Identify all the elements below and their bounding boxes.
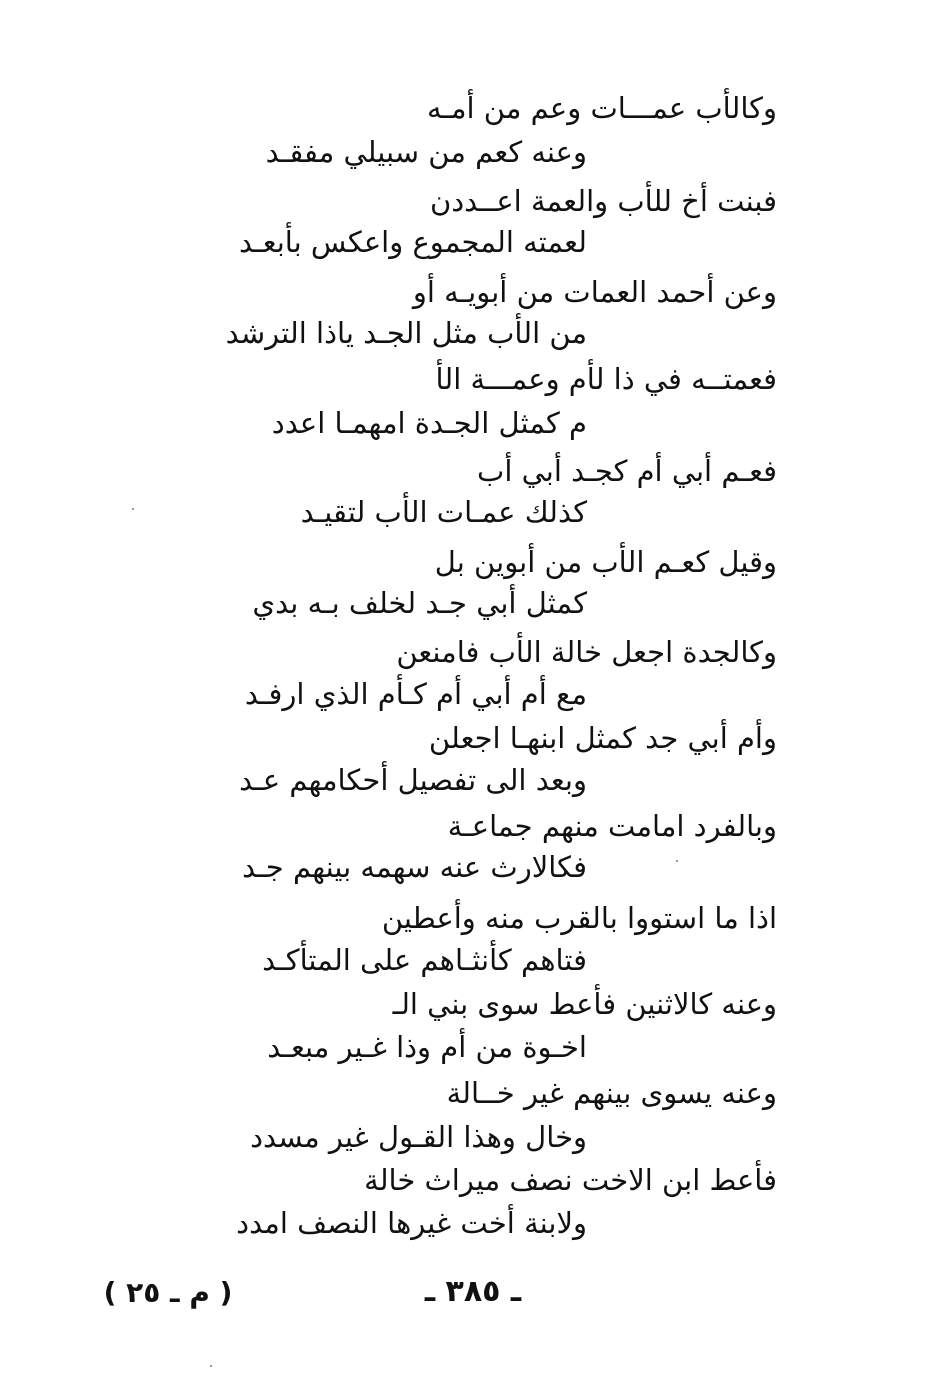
poem-line: وكالأب عمـــات وعم من أمـه <box>426 91 777 125</box>
poem-line: اخـوة من أم وذا غـير مبعـد <box>267 1030 587 1064</box>
poem-line: وأم أبي جد كمثل ابنهـا اجعلن <box>428 721 777 755</box>
poem-line: من الأب مثل الجـد ياذا الترشد <box>225 316 587 350</box>
poem-line: وعن أحمد العمات من أبويـه أو <box>412 275 777 309</box>
scan-speck <box>676 860 678 862</box>
poem-line: وبعد الى تفصيل أحكامهم عـد <box>239 763 587 797</box>
poem-line: فتاهم كأنثـاهم على المتأكـد <box>262 943 587 977</box>
poem-line: وعنه كالاثنين فأعط سوى بني الـ <box>392 987 777 1021</box>
poem-line: وخال وهذا القـول غير مسدد <box>250 1120 587 1154</box>
poem-line: اذا ما استووا بالقرب منه وأعطين <box>381 901 777 935</box>
poem-line: فعمتــه في ذا لأم وعمـــة الأ <box>435 362 777 396</box>
poem-line: وبالفرد امامت منهم جماعـة <box>447 809 777 843</box>
poem-line: وعنه كعم من سبيلي مفقـد <box>265 135 587 169</box>
poem-line: فكالارث عنه سهمه بينهم جـد <box>242 850 587 884</box>
scan-speck <box>132 508 134 510</box>
page-number: ـ ٣٨٥ ـ <box>424 1274 522 1309</box>
signature-mark: ( م ـ ٢٥ ) <box>103 1276 233 1309</box>
poem-line: ولابنة أخت غيرها النصف امدد <box>236 1206 587 1240</box>
poem-line: مع أم أبي أم كـأم الذي ارفـد <box>244 677 587 711</box>
poem-line: فأعط ابن الاخت نصف ميراث خالة <box>364 1163 777 1197</box>
poem-line: كذلك عمـات الأب لتقيـد <box>300 495 587 529</box>
poem-line: وكالجدة اجعل خالة الأب فامنعن <box>396 635 777 669</box>
poem-line: م كمثل الجـدة امهمـا اعدد <box>271 406 587 440</box>
poem-line: كمثل أبي جـد لخلف بـه بدي <box>252 586 587 620</box>
poem-line: فبنت أخ للأب والعمة اعــددن <box>429 184 777 218</box>
poem-line: فعـم أبي أم كجـد أبي أب <box>477 454 777 488</box>
poem-line: وعنه يسوى بينهم غير خــالة <box>446 1076 777 1110</box>
scan-speck <box>210 1365 212 1367</box>
poem-line: وقيل كعـم الأب من أبوين بل <box>434 545 777 579</box>
poem-line: لعمته المجموع واعكس بأبعـد <box>238 225 587 259</box>
